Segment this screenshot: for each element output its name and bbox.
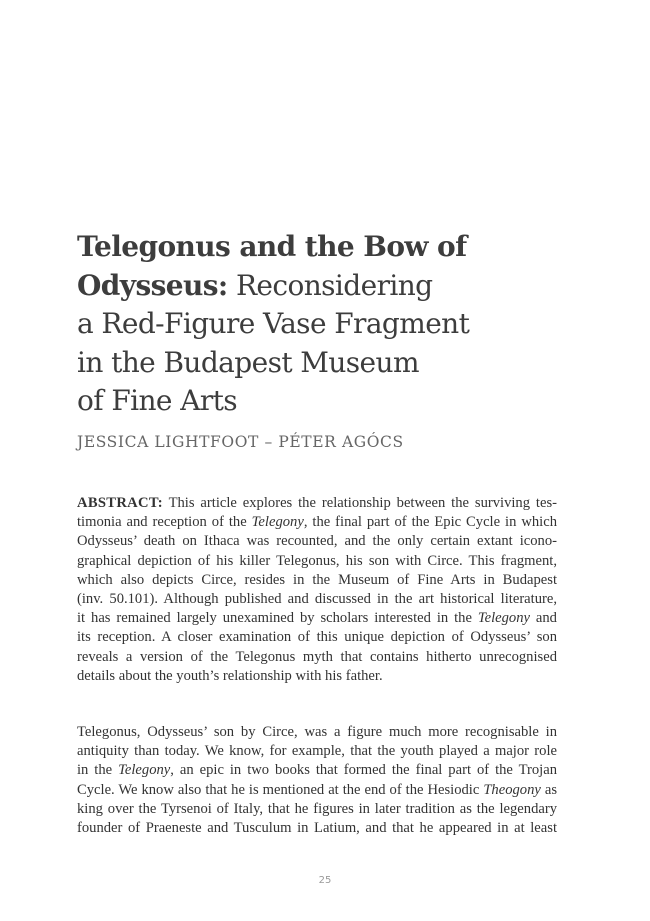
body-text: Cycle. We know also that he is mentioned at the end of the Hesiodic [77, 781, 484, 798]
body-text: , an epic in two books that formed the final part of the Trojan [170, 762, 557, 779]
title-light-text: in the Budapest Museum [77, 345, 419, 379]
abstract-line [77, 532, 557, 551]
abstract-text: Odysseus’ death on Ithaca was recounted, and the only certain extant icono- [77, 533, 557, 550]
title-line [77, 267, 597, 306]
body-text: antiquity than today. We know, for example, that the youth played a major role [77, 743, 557, 760]
abstract-italic-text: Telegony [477, 610, 530, 627]
title-light-text: a Red-Figure Vase Fragment [77, 307, 470, 340]
title-line [77, 344, 597, 383]
abstract-text: This article explores the relationship between the surviving tes- [162, 495, 557, 511]
body-text: as [540, 781, 558, 798]
body-italic-text: Theogony [483, 781, 541, 798]
body-line [77, 781, 557, 800]
abstract-text: timonia and reception of the [77, 514, 252, 531]
title-line [77, 228, 597, 267]
abstract-text: reveals a version of the Telegonus myth that contains hitherto unrecognised [77, 648, 557, 665]
abstract-text: (inv. 50.101). Although published and discussed in the art historical literature, [77, 590, 557, 607]
abstract-line [77, 628, 557, 647]
abstract-line [77, 590, 557, 609]
title-line [77, 305, 597, 344]
abstract-label: ABSTRACT: [77, 495, 163, 511]
intro-paragraph [77, 723, 557, 838]
abstract-text: , the final part of the Epic Cycle in which [303, 514, 557, 531]
abstract-text: it has remained largely unexamined by scholars interested in the [77, 610, 478, 627]
body-text: in the [77, 762, 119, 779]
body-line [77, 800, 557, 819]
body-line [77, 723, 557, 742]
abstract-line [77, 609, 557, 628]
abstract [77, 494, 557, 686]
abstract-text: which also depicts Circe, resides in the Museum of Fine Arts in Budapest [77, 571, 557, 588]
body-text: Telegonus, Odysseus’ son by Circe, was a figure much more recognisable in [77, 724, 557, 740]
abstract-line [77, 648, 557, 667]
title-bold-text: Telegonus and the Bow of [77, 230, 467, 263]
abstract-text: graphical depiction of his killer Telegonus, his son with Circe. This fragment, [77, 552, 557, 569]
abstract-italic-text: Telegony [251, 514, 304, 531]
abstract-text: its reception. A closer examination of this unique depiction of Odysseus’ son [77, 629, 557, 646]
abstract-text: details about the youth’s relationship with his father. [77, 667, 383, 684]
body-line [77, 819, 557, 838]
body-line [77, 761, 557, 780]
abstract-line [77, 494, 557, 513]
abstract-line [77, 552, 557, 571]
body-line [77, 742, 557, 761]
abstract-line [77, 667, 557, 686]
page-number: 25 [318, 875, 332, 886]
authors: JESSICA LIGHTFOOT – PÉTER AGÓCS [77, 433, 404, 451]
title-line [77, 382, 597, 421]
title-light-text: Reconsidering [227, 268, 433, 302]
abstract-text: and [530, 610, 557, 627]
body-italic-text: Telegony [118, 762, 171, 779]
body-text: king over the Tyrsenoi of Italy, that he figures in later tradition as the legendary [77, 800, 557, 817]
article-title [77, 228, 597, 421]
title-bold-text: Odysseus: [77, 268, 228, 302]
abstract-line [77, 513, 557, 532]
abstract-line [77, 571, 557, 590]
body-text: founder of Praeneste and Tusculum in Latium, and that he appeared in at least [77, 819, 557, 836]
title-light-text: of Fine Arts [77, 384, 238, 417]
